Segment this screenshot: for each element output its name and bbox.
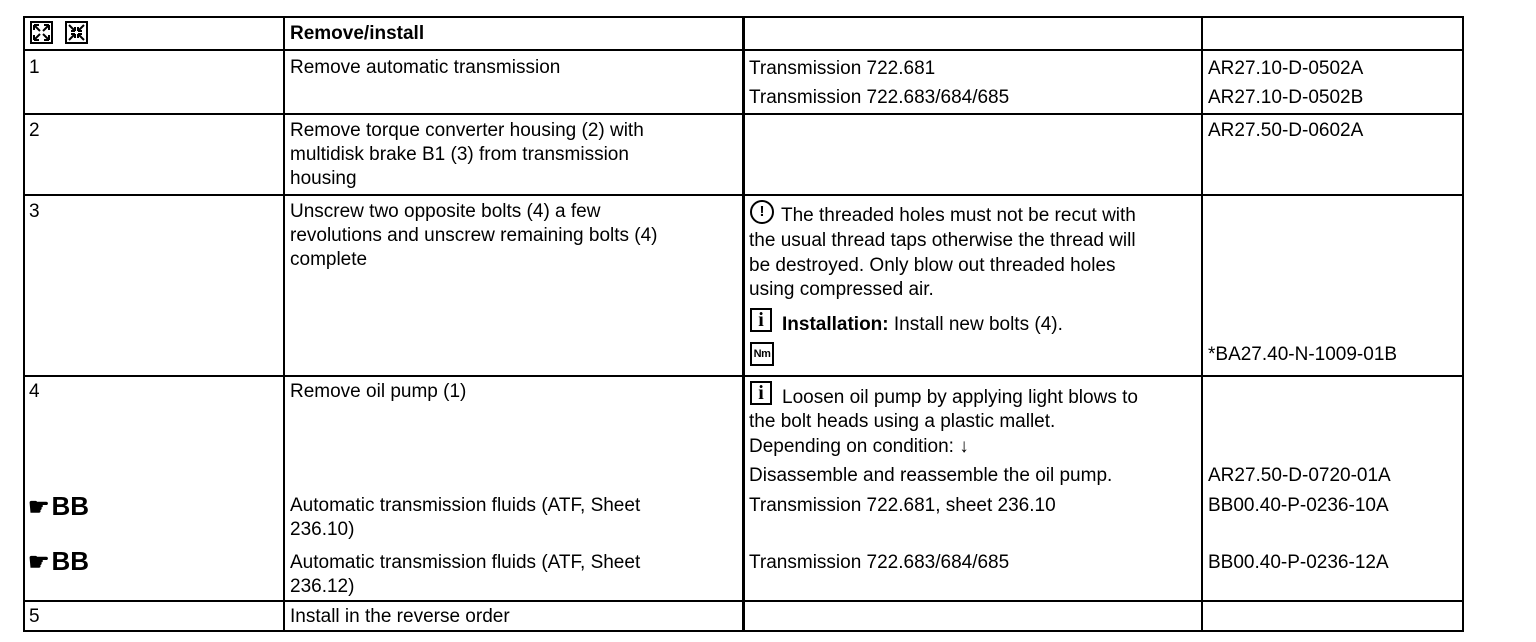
- step-action: Automatic transmission fluids (ATF, Sheet: [290, 552, 641, 573]
- step-note: The threaded holes must not be recut with: [781, 205, 1136, 226]
- column-divider: [742, 18, 745, 630]
- bb-label: BB: [51, 546, 90, 576]
- info-icon: i: [750, 381, 772, 405]
- reference-link[interactable]: AR27.50-D-0602A: [1208, 120, 1364, 141]
- column-divider: [283, 18, 285, 630]
- step-note: Transmission 722.681: [749, 58, 936, 79]
- info-icon: i: [750, 308, 772, 332]
- step-action: Unscrew two opposite bolts (4) a few: [290, 201, 601, 222]
- step-note: the usual thread taps otherwise the thread will: [749, 230, 1136, 251]
- step-action: Remove torque converter housing (2) with: [290, 120, 644, 141]
- installation-text: Install new bolts (4).: [893, 314, 1063, 335]
- bb-label: BB: [51, 491, 90, 521]
- torque-icon[interactable]: Nm: [750, 342, 774, 366]
- bb-document-link[interactable]: [28, 547, 89, 577]
- warning-icon: !: [750, 200, 774, 224]
- step-note: using compressed air.: [749, 279, 934, 300]
- step-note: Disassemble and reassemble the oil pump.: [749, 465, 1113, 486]
- step-action: revolutions and unscrew remaining bolts (4): [290, 225, 658, 246]
- pointing-hand-icon: ☛: [28, 494, 50, 521]
- step-note: Transmission 722.683/684/685: [749, 552, 1010, 573]
- reference-link[interactable]: BB00.40-P-0236-12A: [1208, 552, 1389, 573]
- reference-link[interactable]: AR27.10-D-0502A: [1208, 58, 1364, 79]
- step-action: multidisk brake B1 (3) from transmission: [290, 144, 629, 165]
- step-number: 4: [29, 381, 40, 402]
- step-number: 1: [29, 57, 40, 78]
- step-note: be destroyed. Only blow out threaded holes: [749, 255, 1116, 276]
- installation-note: [782, 313, 1063, 337]
- header-title: Remove/install: [290, 23, 425, 44]
- step-action: 236.10): [290, 519, 355, 540]
- step-note: Depending on condition: ↓: [749, 436, 969, 457]
- step-note: the bolt heads using a plastic mallet.: [749, 411, 1056, 432]
- column-divider: [1201, 18, 1203, 630]
- pointing-hand-icon: ☛: [28, 549, 50, 576]
- step-number: 2: [29, 120, 40, 141]
- reference-link[interactable]: *BA27.40-N-1009-01B: [1208, 344, 1398, 365]
- reference-link[interactable]: AR27.50-D-0720-01A: [1208, 465, 1391, 486]
- installation-label: Installation:: [782, 314, 889, 335]
- expand-all-icon[interactable]: [30, 21, 53, 44]
- step-action: housing: [290, 168, 357, 189]
- step-action: 236.12): [290, 576, 355, 597]
- step-note: Transmission 722.683/684/685: [749, 87, 1010, 108]
- step-note: Loosen oil pump by applying light blows to: [782, 387, 1138, 408]
- collapse-all-icon[interactable]: [65, 21, 88, 44]
- step-action: complete: [290, 249, 368, 270]
- step-number: 3: [29, 201, 40, 222]
- step-note: Transmission 722.681, sheet 236.10: [749, 495, 1056, 516]
- reference-link[interactable]: AR27.10-D-0502B: [1208, 87, 1364, 108]
- step-action: Automatic transmission fluids (ATF, Sheet: [290, 495, 641, 516]
- step-action: Remove automatic transmission: [290, 57, 561, 78]
- step-action: Remove oil pump (1): [290, 381, 467, 402]
- bb-document-link[interactable]: [28, 492, 89, 522]
- reference-link[interactable]: BB00.40-P-0236-10A: [1208, 495, 1389, 516]
- step-action: Install in the reverse order: [290, 606, 510, 627]
- step-number: 5: [29, 606, 40, 627]
